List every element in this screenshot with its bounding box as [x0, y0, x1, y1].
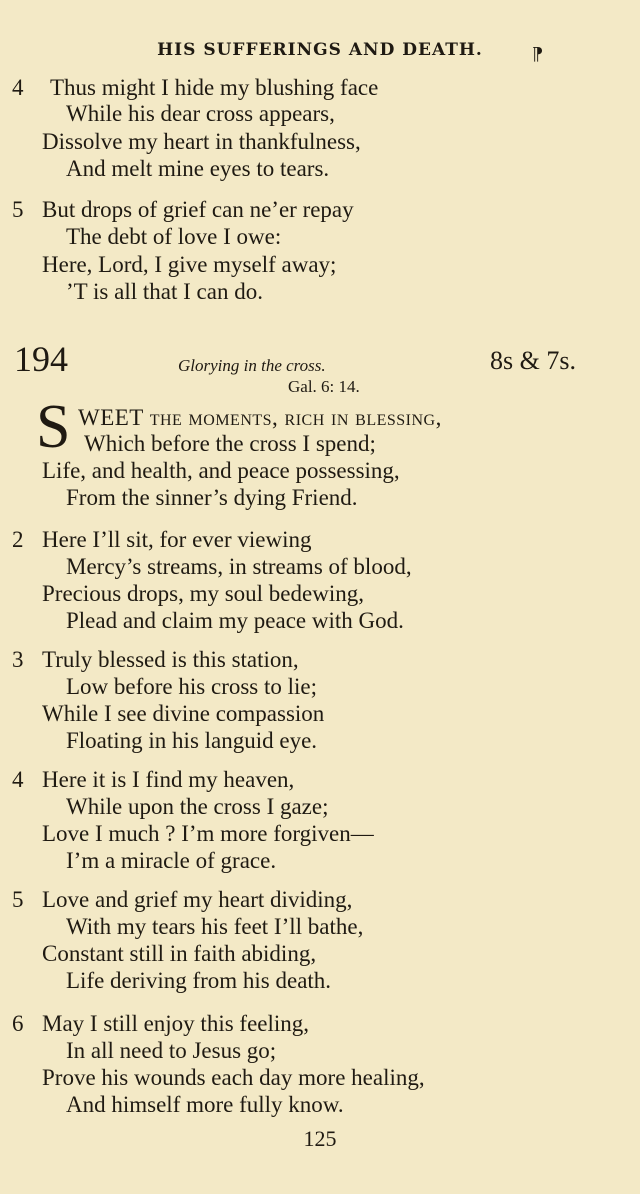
- verse-line: Here I’ll sit, for ever viewing: [42, 527, 312, 552]
- verse-line: Love and grief my heart dividing,: [42, 887, 353, 912]
- verse-line: But drops of grief can ne’er repay: [42, 197, 354, 222]
- ornament-icon: ⁋: [532, 44, 544, 65]
- verse-line: Truly blessed is this station,: [42, 647, 299, 672]
- verse-line: And melt mine eyes to tears.: [66, 156, 330, 181]
- verse-line: Mercy’s streams, in streams of blood,: [66, 554, 412, 579]
- scripture-reference: Gal. 6: 14.: [288, 377, 360, 396]
- verse-line: While I see divine compassion: [42, 701, 325, 726]
- verse-line: From the sinner’s dying Friend.: [66, 485, 358, 510]
- verse-line: While his dear cross appears,: [66, 101, 335, 126]
- verse-line: Here, Lord, I give myself away;: [42, 252, 337, 277]
- verse-line: ’T is all that I can do.: [66, 279, 263, 304]
- hymn-number: 194: [14, 339, 68, 379]
- verse-line: Love I much ? I’m more forgiven—: [42, 821, 374, 846]
- verse-line: Precious drops, my soul bedewing,: [42, 581, 364, 606]
- hymn-title: Glorying in the cross.: [178, 356, 326, 375]
- verse-line: Here it is I find my heaven,: [42, 767, 295, 792]
- verse-line: The debt of love I owe:: [66, 224, 282, 249]
- verse-line: Low before his cross to lie;: [66, 674, 318, 699]
- stanza-number: 5: [12, 887, 24, 912]
- verse-line: Prove his wounds each day more healing,: [42, 1065, 425, 1090]
- stanza-number: 6: [12, 1011, 24, 1036]
- verse-line: In all need to Jesus go;: [66, 1038, 277, 1063]
- verse-line: Dissolve my heart in thankfulness,: [42, 129, 361, 154]
- verse-line: And himself more fully know.: [66, 1092, 344, 1117]
- running-head: HIS SUFFERINGS AND DEATH.: [157, 40, 483, 60]
- stanza-number: 5: [12, 197, 24, 222]
- drop-cap: S: [36, 393, 71, 461]
- verse-line: Thus might I hide my blushing face: [50, 75, 379, 100]
- stanza-number: 2: [12, 527, 24, 552]
- verse-line: Plead and claim my peace with God.: [66, 608, 404, 633]
- verse-line: While upon the cross I gaze;: [66, 794, 329, 819]
- verse-line: Life, and health, and peace possessing,: [42, 458, 400, 483]
- stanza-number: 4: [12, 767, 24, 792]
- verse-line: I’m a miracle of grace.: [66, 848, 277, 873]
- page-number: 125: [303, 1126, 337, 1151]
- verse-line: Floating in his languid eye.: [66, 728, 318, 753]
- verse-line: Which before the cross I spend;: [84, 431, 376, 456]
- verse-line: WEET the moments, rich in blessing,: [78, 405, 442, 430]
- hymn-meter: 8s & 7s.: [490, 346, 576, 375]
- stanza-number: 4: [12, 75, 24, 100]
- verse-line: May I still enjoy this feeling,: [42, 1011, 310, 1036]
- stanza-number: 3: [12, 647, 24, 672]
- verse-line: With my tears his feet I’ll bathe,: [66, 914, 364, 939]
- verse-line: Life deriving from his death.: [66, 968, 332, 993]
- verse-line: Constant still in faith abiding,: [42, 941, 317, 966]
